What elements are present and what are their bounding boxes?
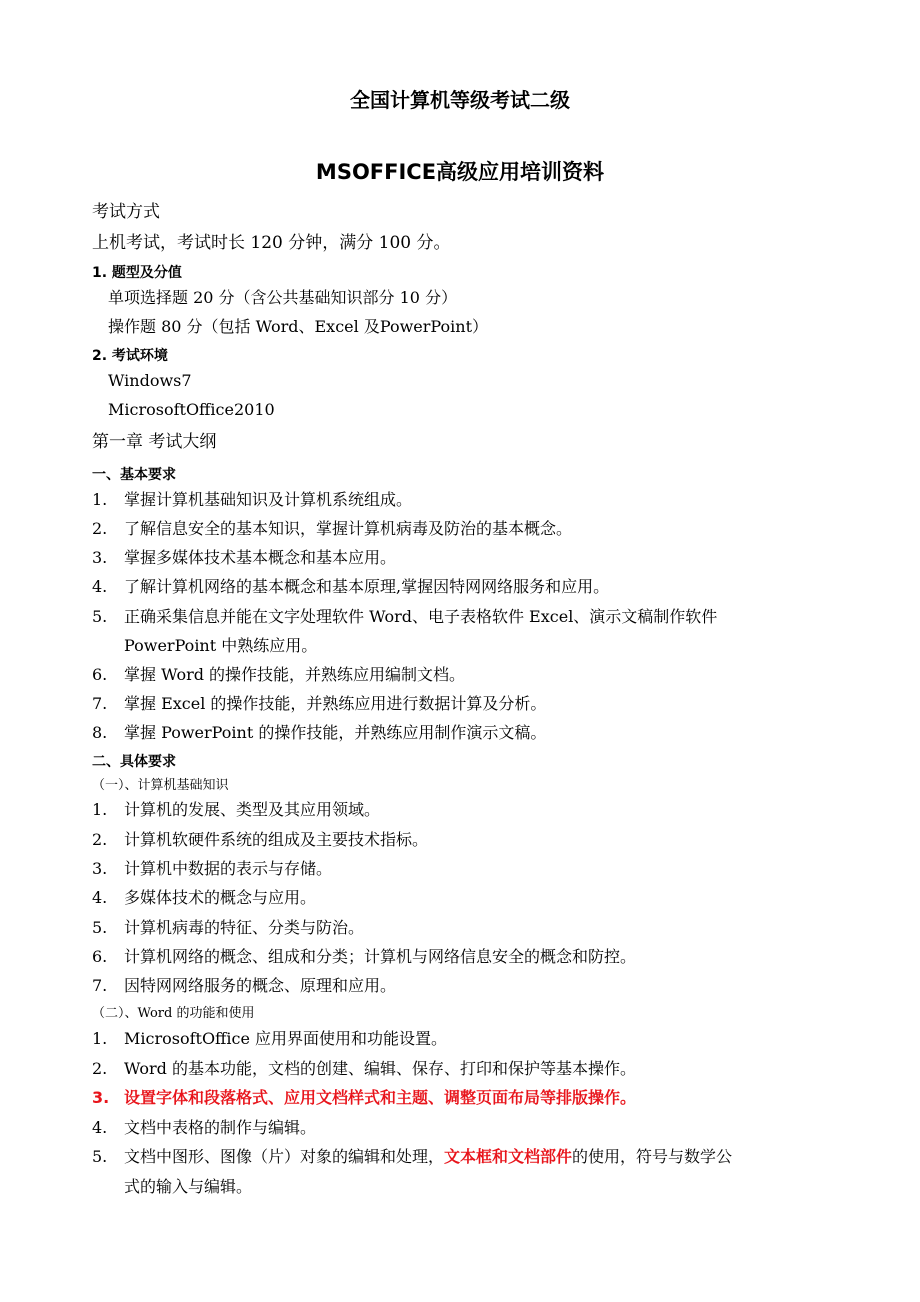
list-item [0, 722, 920, 744]
item-number: 7. [92, 694, 108, 713]
item-text: 计算机中数据的表示与存储。 [124, 859, 333, 878]
section-1-line-1: 单项选择题 20 分（含公共基础知识部分 10 分） [108, 288, 458, 307]
section-1-heading: 1. 题型及分值 [92, 265, 182, 281]
item-text: 掌握 Excel 的操作技能，并熟练应用进行数据计算及分析。 [124, 694, 547, 713]
item-text: MicrosoftOffice 应用界面使用和功能设置。 [124, 1029, 448, 1048]
item-text-continuation: PowerPoint 中熟练应用。 [124, 636, 318, 655]
exam-method-desc: 上机考试，考试时长 120 分钟，满分 100 分。 [92, 233, 451, 253]
item-text: 掌握多媒体技术基本概念和基本应用。 [124, 548, 397, 567]
chapter-heading: 第一章 考试大纲 [92, 432, 217, 452]
item-number: 3. [92, 1088, 110, 1107]
item-number: 1. [92, 490, 108, 509]
subsection-1-heading: （一）、计算机基础知识 [92, 778, 229, 793]
item-text: 计算机的发展、类型及其应用领域。 [124, 800, 381, 819]
item-text: 正确采集信息并能在文字处理软件 Word、电子表格软件 Excel、演示文稿制作软件 [124, 607, 718, 626]
item-number: 6. [92, 665, 108, 684]
item-text: 因特网网络服务的概念、原理和应用。 [124, 976, 397, 995]
item-number: 7. [92, 976, 108, 995]
item-text-highlighted: 设置字体和段落格式、应用文档样式和主题、调整页面布局等排版操作。 [124, 1088, 637, 1107]
item-text: 多媒体技术的概念与应用。 [124, 888, 317, 907]
basic-requirements-heading: 一、基本要求 [92, 467, 176, 483]
list-item [0, 576, 920, 598]
list-item [0, 975, 920, 997]
list-item [0, 858, 920, 880]
list-item [0, 1146, 920, 1168]
item-number: 5. [92, 607, 108, 626]
list-item [0, 518, 920, 540]
item-number: 3. [92, 548, 108, 567]
item-text-part: 文档中图形、图像（片）对象的编辑和处理， [124, 1147, 445, 1166]
item-text: 计算机病毒的特征、分类与防治。 [124, 918, 365, 937]
item-text-part: 的使用，符号与数学公 [572, 1147, 733, 1166]
item-number: 1. [92, 1029, 108, 1048]
list-item [0, 1058, 920, 1080]
list-item [0, 1117, 920, 1139]
item-text: 计算机网络的概念、组成和分类；计算机与网络信息安全的概念和防控。 [124, 947, 637, 966]
section-2-line-2: MicrosoftOffice2010 [108, 400, 275, 419]
item-number: 5. [92, 1147, 108, 1166]
list-item [0, 887, 920, 909]
list-item [0, 1028, 920, 1050]
item-text [124, 1146, 732, 1168]
item-text: 文档中表格的制作与编辑。 [124, 1118, 317, 1137]
item-number: 1. [92, 800, 108, 819]
item-number: 6. [92, 947, 108, 966]
item-number: 4. [92, 577, 108, 596]
list-item [0, 547, 920, 569]
item-text: 了解信息安全的基本知识，掌握计算机病毒及防治的基本概念。 [124, 519, 573, 538]
list-item [0, 829, 920, 851]
specific-requirements-heading: 二、具体要求 [92, 754, 176, 770]
item-text: 计算机软硬件系统的组成及主要技术指标。 [124, 830, 429, 849]
list-item [0, 606, 920, 628]
doc-subtitle: MSOFFICE高级应用培训资料 [315, 160, 605, 184]
list-item [0, 664, 920, 686]
item-text: Word 的基本功能，文档的创建、编辑、保存、打印和保护等基本操作。 [124, 1059, 636, 1078]
list-item [0, 946, 920, 968]
item-number: 8. [92, 723, 108, 742]
subsection-2-heading: （二）、Word 的功能和使用 [92, 1006, 255, 1021]
item-number: 2. [92, 1059, 108, 1078]
item-number: 4. [92, 1118, 108, 1137]
item-text: 了解计算机网络的基本概念和基本原理,掌握因特网网络服务和应用。 [124, 577, 610, 596]
item-number: 3. [92, 859, 108, 878]
list-item [0, 693, 920, 715]
item-text: 掌握 Word 的操作技能，并熟练应用编制文档。 [124, 665, 466, 684]
section-2-line-1: Windows7 [108, 371, 192, 390]
doc-title: 全国计算机等级考试二级 [350, 88, 570, 112]
item-number: 2. [92, 830, 108, 849]
section-1-line-2: 操作题 80 分（包括 Word、Excel 及PowerPoint） [108, 317, 489, 336]
section-2-heading: 2. 考试环境 [92, 348, 168, 364]
item-text: 掌握 PowerPoint 的操作技能，并熟练应用制作演示文稿。 [124, 723, 547, 742]
list-item [0, 799, 920, 821]
item-number: 5. [92, 918, 108, 937]
item-text: 掌握计算机基础知识及计算机系统组成。 [124, 490, 413, 509]
list-item [0, 917, 920, 939]
list-item-continuation [0, 635, 920, 657]
item-number: 4. [92, 888, 108, 907]
list-item-continuation [0, 1176, 920, 1198]
item-number: 2. [92, 519, 108, 538]
exam-method-heading: 考试方式 [92, 202, 160, 222]
list-item [0, 489, 920, 511]
item-text-continuation: 式的输入与编辑。 [124, 1177, 253, 1196]
list-item-highlighted [0, 1087, 920, 1109]
item-text-highlighted: 文本框和文档部件 [444, 1147, 573, 1166]
